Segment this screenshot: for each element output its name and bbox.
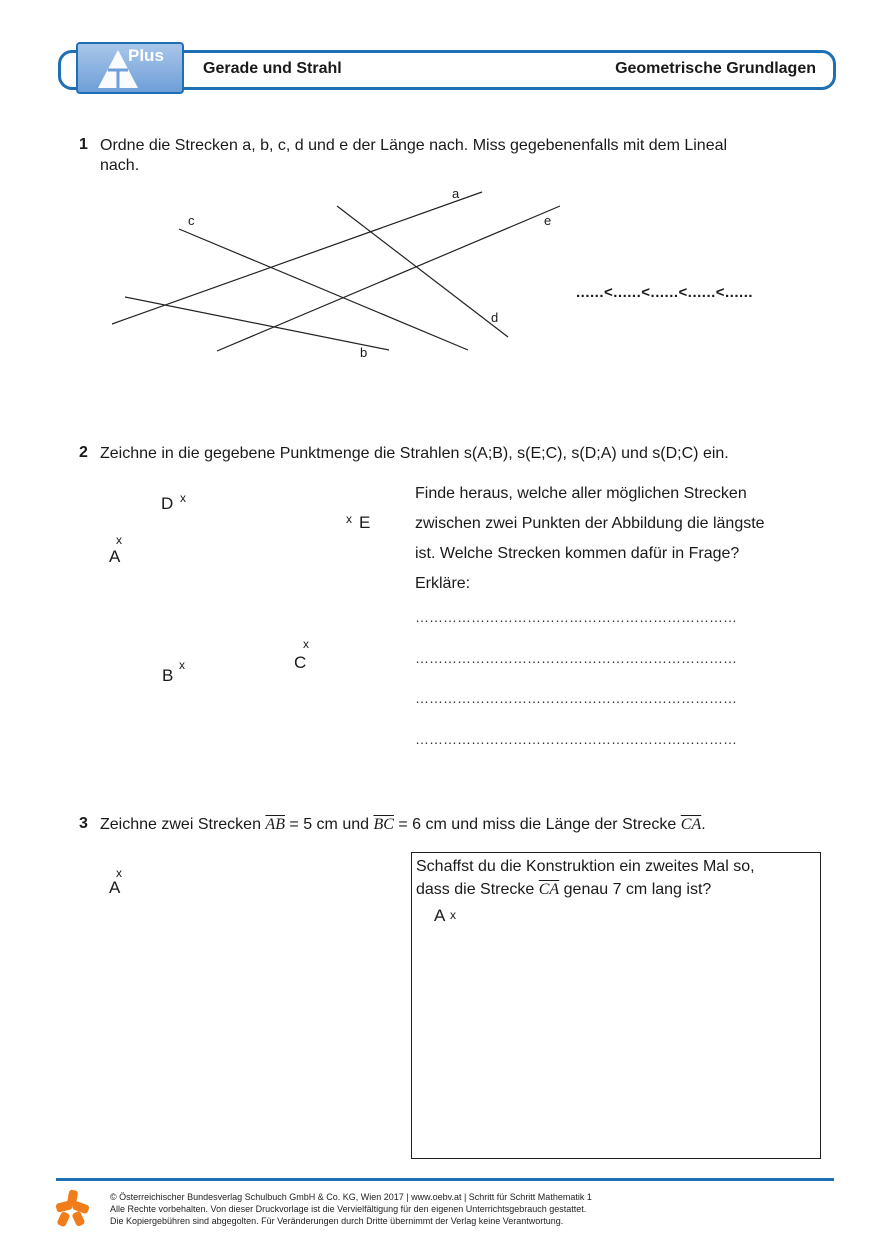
point-A-mark: x bbox=[116, 533, 122, 547]
task-3-point-A-label: A bbox=[109, 878, 121, 897]
point-B-label: B bbox=[162, 666, 174, 685]
challenge-line-2-part2: genau 7 cm lang ist? bbox=[563, 881, 712, 898]
footer-line-1: © Österreichischer Bundesverlag Schulbuch GmbH & Co. KG, Wien 2017 | www.oebv.at | Schritt für Schritt Mathematik 1 bbox=[110, 1192, 592, 1202]
segment-e bbox=[217, 206, 560, 351]
point-D-label: D bbox=[161, 494, 174, 513]
task-2-text: Zeichne in die gegebene Punktmenge die Strahlen s(A;B), s(E;C), s(D;A) und s(D;C) ein. bbox=[100, 445, 729, 462]
point-B-mark: x bbox=[179, 658, 185, 672]
answer-line-4[interactable]: …………………………………………………………… bbox=[415, 731, 737, 747]
task-3-text-part1: Zeichne zwei Strecken bbox=[100, 816, 261, 833]
segment-a bbox=[112, 192, 482, 324]
challenge-line-2 bbox=[416, 880, 711, 900]
publisher-logo-icon bbox=[54, 1188, 92, 1228]
challenge-segment-CA: $\overline{CA}$ bbox=[538, 881, 560, 898]
task-2-side-text bbox=[415, 479, 765, 599]
logo-label: Plus bbox=[128, 46, 164, 65]
task-3-text-part4: . bbox=[701, 816, 706, 833]
side-line-4: Erkläre: bbox=[415, 575, 471, 592]
task-2-number: 2 bbox=[79, 444, 88, 461]
segment-b bbox=[125, 297, 389, 350]
segment-d bbox=[337, 206, 508, 337]
challenge-line-2-part1: dass die Strecke bbox=[416, 881, 535, 898]
worksheet-title: Gerade und Strahl bbox=[203, 60, 342, 77]
task-3-text bbox=[100, 815, 706, 835]
task-3-text-part3: = 6 cm und miss die Länge der Strecke bbox=[398, 816, 677, 833]
point-C-mark: x bbox=[303, 637, 309, 651]
segments-figure bbox=[0, 0, 890, 400]
point-D-mark: x bbox=[180, 491, 186, 505]
task-3-number: 3 bbox=[79, 815, 88, 832]
label-e: e bbox=[544, 213, 552, 228]
label-b: b bbox=[360, 345, 368, 360]
point-E-mark: x bbox=[346, 512, 352, 526]
side-line-1: Finde heraus, welche aller möglichen Strecken bbox=[415, 485, 747, 502]
order-chain[interactable]: ......<......<......<......<...... bbox=[576, 284, 754, 301]
copyright-notice bbox=[110, 1191, 810, 1227]
answer-line-3[interactable]: …………………………………………………………… bbox=[415, 690, 737, 706]
segment-BC: $\overline{BC}$ bbox=[373, 816, 394, 833]
point-E-label: E bbox=[359, 513, 371, 532]
footer-line bbox=[56, 1178, 834, 1181]
side-line-2: zwischen zwei Punkten der Abbildung die längste bbox=[415, 515, 765, 532]
point-A-label: A bbox=[109, 547, 121, 566]
label-c: c bbox=[188, 213, 195, 228]
label-d: d bbox=[491, 310, 499, 325]
segment-AB: $\overline{AB}$ bbox=[265, 816, 285, 833]
task-3-point-A-mark: x bbox=[116, 866, 122, 880]
task-1-text-line2: nach. bbox=[100, 157, 140, 174]
label-a: a bbox=[452, 186, 460, 201]
challenge-point-A-mark: x bbox=[450, 908, 456, 922]
answer-line-2[interactable]: …………………………………………………………… bbox=[415, 650, 737, 666]
point-C-label: C bbox=[294, 653, 307, 672]
task-1-number: 1 bbox=[79, 136, 88, 153]
footer-line-3: Die Kopiergebühren sind abgegolten. Für Veränderungen durch Dritte übernimmt der Verlag keine Verantwortung. bbox=[110, 1216, 564, 1226]
task-3-text-part2: = 5 cm und bbox=[289, 816, 370, 833]
challenge-line-1: Schaffst du die Konstruktion ein zweites Mal so, bbox=[416, 858, 755, 875]
challenge-point-A-label: A bbox=[434, 906, 446, 925]
segment-CA: $\overline{CA}$ bbox=[680, 816, 702, 833]
footer-line-2: Alle Rechte vorbehalten. Von dieser Druckvorlage ist die Vervielfältigung für den eigenen Unterrichtsgebrauch gestattet. bbox=[110, 1204, 587, 1214]
side-line-3: ist. Welche Strecken kommen dafür in Frage? bbox=[415, 545, 740, 562]
task-1-text-line1: Ordne die Strecken a, b, c, d und e der Länge nach. Miss gegebenenfalls mit dem Lineal bbox=[100, 137, 728, 154]
worksheet-topic: Geometrische Grundlagen bbox=[615, 60, 816, 77]
answer-line-1[interactable]: …………………………………………………………… bbox=[415, 609, 737, 625]
segment-c bbox=[179, 229, 468, 350]
